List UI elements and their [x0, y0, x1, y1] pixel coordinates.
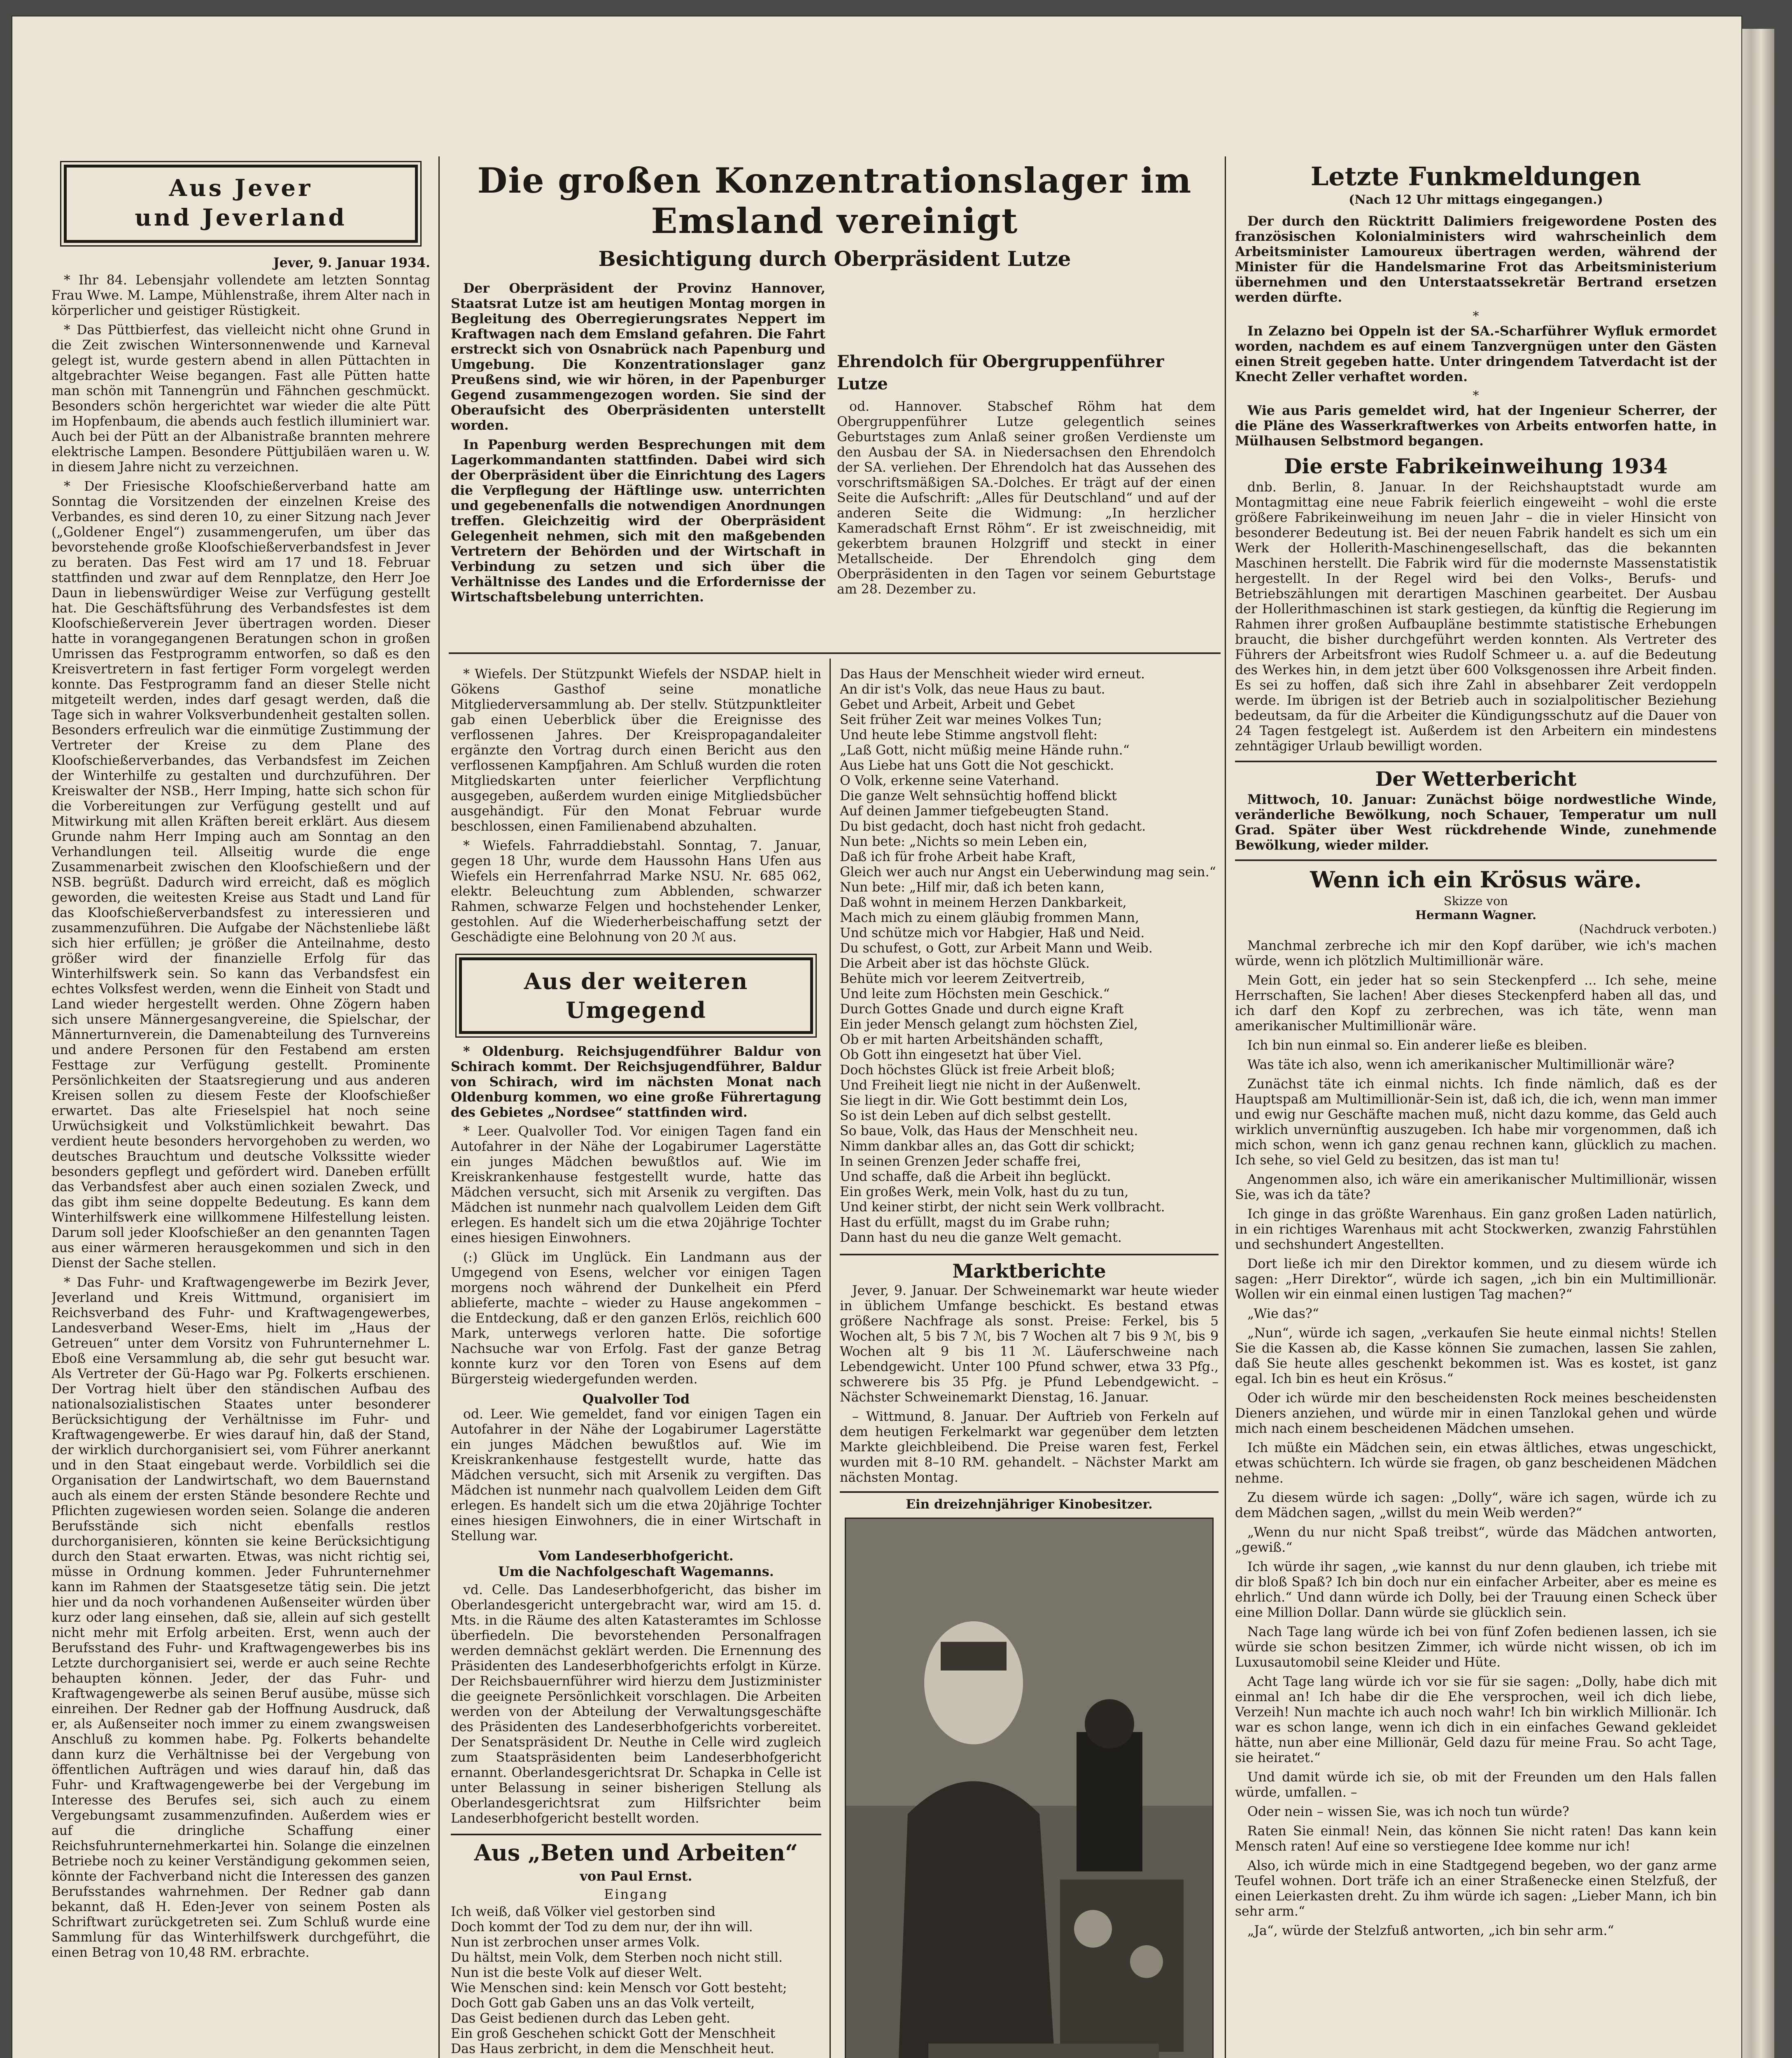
- poem-line: Und schütze mich vor Habgier, Haß und Neid.: [840, 926, 1145, 941]
- poem-line: Gebet und Arbeit, Arbeit und Gebet: [840, 697, 1075, 712]
- article-paragraph: * Das Püttbierfest, das vielleicht nicht ohne Grund in die Zeit zwischen Wintersonnenwende und Karneval gelegt ist, wurde gestern abend in allen Püttachten in altgebrachter Weise begangen. Fast alle Pütten hatte man schön mit Tannengrün und Fähnchen geschmückt. Besonders schön hergerichtet war wieder die alte Pütt im Hopfenbaum, die abends auch festlich illuminiert war. Auch bei der Pütt an der Albanistraße brannten mehrere elektrische Lampen. Besondere Püttjubiläen waren u. W. in diesem Jahre nicht zu verzeichnen.: [51, 323, 430, 475]
- subhead: Vom Landeserbhofgericht.: [538, 1548, 734, 1564]
- kroesus-byline: Skizze von: [1443, 894, 1508, 908]
- divider: [840, 1254, 1219, 1255]
- kroesus-paragraph: Acht Tage lang würde ich vor sie für sie sagen: „Dolly, habe dich mit einmal an! Ich habe dir die Ehe versprochen, weil ich dich liebe, Verzeih! Nun machte ich auch noch wahr! Ich bin wirklich Millionär. Ich war es schon lange, wenn ich dich in ein einfaches Gewand gekleidet hätte, nun aber eine Millionär, Geld dazu für meine Frau. So acht Tage, sie heiratet.“: [1235, 1674, 1717, 1765]
- subhead: Um die Nachfolgeschaft Wagemanns.: [498, 1564, 774, 1579]
- poem-line: Daß ich für frohe Arbeit habe Kraft,: [840, 850, 1076, 864]
- poem-line: O Volk, erkenne seine Vaterhand.: [840, 773, 1059, 788]
- poem-line: Und schaffe, daß die Arbeit ihn beglückt.: [840, 1169, 1111, 1184]
- kroesus-paragraph: Zu diesem würde ich sagen: „Dolly“, wäre ich sagen, würde ich zu dem Mädchen sagen, „willst du mein Weib werden?“: [1235, 1490, 1717, 1520]
- kroesus-paragraph: „Nun“, würde ich sagen, „verkaufen Sie heute einmal nichts! Stellen Sie die Kassen ab, die Kasse können Sie zumachen, lassen Sie zahlen, daß Sie heute alles geschenkt bekommen ist. Was es kostet, ist ganz egal. Ich bin es heut ein Krösus.“: [1235, 1326, 1717, 1386]
- divider: [840, 1491, 1219, 1493]
- article-paragraph: vd. Celle. Das Landeserbhofgericht, das bisher im Oberlandesgericht untergebracht war, wird am 15. d. Mts. in die Räume des alten Katasteramtes im Schlosse überfiedeln. Die bevorstehenden Personalfragen werden demnächst geklärt werden. Die Ernennung des Präsidenten des Landeserbhofgerichts erfolgt in Kürze. Der Reichsbauernführer wird hierzu dem Justizminister die geeignete Persönlichkeit vorschlagen. Die Arbeiten werden von der Abteilung der Verwaltungsgeschäfte des Präsidenten des Landeserbhofgerichts vorbereitet. Der Senatspräsident Dr. Neuthe in Celle wird zugleich zum Staatspräsidenten beim Landeserbhofgericht ernannt. Oberlandesgerichtsrat Dr. Schapka in Celle ist unter Belassung in seiner bisherigen Stellung als Oberlandesgerichtsrat zum Hilfsrichter beim Landeserbhofgericht bestellt worden.: [451, 1583, 821, 1826]
- poem-line: Wie Menschen sind: kein Mensch vor Gott besteht;: [451, 1981, 787, 1995]
- poem-line: An dir ist's Volk, das neue Haus zu baut.: [840, 682, 1105, 697]
- lead-column: [451, 281, 825, 609]
- poem-lines: [451, 1904, 821, 2057]
- article-paragraph: * Das Fuhr- und Kraftwagengewerbe im Bezirk Jever, Jeverland und Kreis Wittmund, organisiert im Reichsverband des Fuhr- und Kraftwagengewerbes, Landesverband Weser-Ems, hielt im „Haus der Getreuen“ unter dem Vorsitz von Fuhrunternehmer L. Eboß eine Versammlung ab, die sehr gut besucht war. Als Vertreter der Gü-Hago war Pg. Folkerts erschienen. Der Vortrag hielt über den ständischen Aufbau des nationalsozialistischen Staates unter besonderer Berücksichtigung der Verhältnisse im Fuhr- und Kraftwagengewerbe. Er wies darauf hin, daß der Stand, der wirklich durchorganisiert sei, vom Führer anerkannt und in den Staat eingebaut werde. Vorbildlich sei die Organisation der Landwirtschaft, wo dem Bauernstand auch als einem der ersten Stände besondere Rechte und Pflichten zugewiesen worden seien. Solange die anderen Berufsstände sich nicht ebenfalls restlos durchorganisieren, könnten sie keine Berücksichtigung durch den Staat erwarten. Etwas, was nicht richtig sei, müsse in Ordnung kommen. Jeder Fuhrunternehmer kann im Rahmen der Staatsgesetze tätig sein. Die jetzt hier und da noch vorhandenen Außenseiter würden über kurz oder lang einsehen, daß sie, allein auf sich gestellt nicht mehr mit Erfolg arbeiten. Erst, wenn auch der Berufsstand des Fuhr- und Kraftwagengewerbes bis ins Letzte durchorganisiert sei, werde er auch seine Rechte behaupten können. Jeder, der das Fuhr- und Kraftwagengewerbe als seinen Beruf ausübe, müsse sich einreihen. Der Redner gab der Hoffnung Ausdruck, daß er, als Außenseiter noch immer zu einem zwangsweisen Anschluß zu kommen habe. Pg. Folkerts behandelte dann kurz die Verhältnisse bei der Vergebung von öffentlichen Aufträgen und wies darauf hin, daß das Fuhr- und Kraftwagengewerbe bei der Vergebung im Interesse des Berufes sei, sich auch zu einem Vergebungsamt zusammenzufinden. Außerdem wies er auf die dringliche Schaffung einer Reichsfuhrunternehmerkartei hin. Solange die einzelnen Betriebe noch zu keiner Verständigung gekommen seien, könnte der Fachverband nicht die Interessen des ganzen Berufsstandes wahrnehmen. Der Redner gab dann bekannt, daß H. Eden-Jever von seinem Posten als Schriftwart zurückgetreten sei. Zum Schluß wurde eine Sammlung für das Winterhilfswerk durchgeführt, die einen Betrag von 10,48 RM. erbrachte.: [51, 1275, 430, 1960]
- poem-line: Daß wohnt in meinem Herzen Dankbarkeit,: [840, 895, 1127, 910]
- kroesus-paragraph: Oder nein – wissen Sie, was ich noch tun würde?: [1247, 1804, 1569, 1819]
- divider: [451, 1834, 821, 1835]
- poem-line: Ein groß Geschehen schickt Gott der Menschheit: [451, 2026, 776, 2041]
- funk-item: Der durch den Rücktritt Dalimiers freigewordene Posten des französischen Kolonialministers wird wahrscheinlich dem Arbeitsminister Lamoureux übertragen werden, während der Minister für die Handelsmarine Frot das Arbeitsministerium übernehmen und den Unterstaatssekretär Bertrand ersetzen werden dürfte.: [1235, 214, 1717, 305]
- kroesus-paragraph: Dort ließe ich mir den Direktor kommen, und zu diesem würde ich sagen: „Herr Direktor“, würde ich sagen, „ich bin ein Multimillionär. Wollen wir ein einmal einen lustigen Tag machen?“: [1235, 1257, 1717, 1302]
- column-jever: [51, 161, 430, 2058]
- section-rule: [449, 652, 1221, 654]
- newspaper-page: [12, 16, 1741, 2058]
- poem-line: So ist dein Leben auf dich selbst gestellt.: [840, 1108, 1112, 1123]
- poem-line: Und keiner stirbt, der nicht sein Werk vollbracht.: [840, 1200, 1165, 1215]
- poem-line: Sie liegt in dir. Wie Gott bestimmt dein Los,: [840, 1093, 1128, 1108]
- book-page-edge: [1741, 29, 1774, 2058]
- masthead-line: Aus Jever: [169, 175, 313, 202]
- poem-line: Das Geist bedienen durch das Leben geht.: [451, 2011, 730, 2026]
- poem-line: Du schufest, o Gott, zur Arbeit Mann und Weib.: [840, 941, 1153, 956]
- poem-line: Das Haus der Menschheit wieder wird erneut.: [840, 667, 1145, 682]
- kroesus-paragraph: Mein Gott, ein jeder hat so sein Steckenpferd ... Ich sehe, meine Herrschaften, Sie lachen! Aber dieses Steckenpferd haben all das, und ich darf den Kopf zu zerbrechen, was ich täte, wenn man amerikanischer Multimillionär wäre.: [1235, 973, 1717, 1034]
- column-rule: [830, 659, 831, 2058]
- market-paragraph: – Wittmund, 8. Januar. Der Auftrieb von Ferkeln auf dem heutigen Ferkelmarkt war gegenüber dem letzten Markte gleichbleibend. Die Preise waren fest, Ferkel wurden mit 8–10 RM. gehandelt. – Nächster Markt am nächsten Montag.: [840, 1409, 1219, 1485]
- funk-title: Letzte Funkmeldungen: [1310, 161, 1641, 191]
- market-title: Marktberichte: [952, 1260, 1106, 1282]
- poem-line: Und leite zum Höchsten mein Geschick.“: [840, 987, 1110, 1001]
- column-funk: [1235, 161, 1717, 2058]
- kroesus-paragraph: Oder ich würde mir den bescheidensten Rock meines bescheidensten Dieners anziehen, und würde mir in einen Tanzlokal gehen und würde mich nach einem bescheidenen Mädchen umsehen.: [1235, 1391, 1717, 1436]
- poem-continuation: [840, 667, 1219, 1246]
- fabrik-title: Die erste Fabrikeinweihung 1934: [1284, 454, 1668, 478]
- ehrendolch-text: od. Hannover. Stabschef Röhm hat dem Obergruppenführer Lutze gelegentlich seines Geburtstages zum Anlaß seiner großen Verdienste um den Ausbau der SA. in Niedersachsen den Ehrendolch der SA. verliehen. Der Ehrendolch hat das Aussehen des vorschriftsmäßigen SA.-Dolches. Er trägt auf der einen Seite die Aufschrift: „Alles für Deutschland“ und auf der anderen Seite die Widmung: „In herzlicher Kameradschaft Ernst Röhm“. Er ist zweischneidig, mit gekerbtem braunen Holzgriff und steckt in einer Metallscheide. Der Ehrendolch ging dem Oberpräsidenten in den Tagen vor seinem Geburtstage am 28. Dezember zu.: [837, 399, 1216, 597]
- kroesus-paragraph: Ich würde ihr sagen, „wie kannst du nur denn glauben, ich triebe mit dir bloß Spaß? Ich bin doch nur ein einfacher Arbeiter, aber es meine es ehrlich.“ Und dann würde ich Dolly, bei der Trauung einen Scheck über eine Million Dollar. Dann würde sie glücklich sein.: [1235, 1560, 1717, 1620]
- kroesus-paragraph: „Wenn du nur nicht Spaß treibst“, würde das Mädchen antworten, „gewiß.“: [1235, 1525, 1717, 1555]
- kroesus-paragraph: Und damit würde ich sie, ob mit der Freunden um den Hals fallen würde, umfallen. –: [1235, 1770, 1717, 1800]
- funk-subtitle: (Nach 12 Uhr mittags eingegangen.): [1349, 193, 1603, 207]
- poem-title: Aus „Beten und Arbeiten“: [474, 1839, 798, 1866]
- photo-area: [845, 1518, 1214, 2058]
- poem-line: Seit früher Zeit war meines Volkes Tun;: [840, 712, 1102, 727]
- kroesus-paragraph: Zunächst täte ich einmal nichts. Ich finde nämlich, daß es der Hauptspaß am Multimillionär-Sein ist, daß ich, die ich, wenn man immer und ewig nur Geschäfte machen muß, nicht dazu komme, das Geld auch wirklich unvernünftig auszugeben. Ich habe mir vorgenommen, daß ich mich schon, wenn ich ganz genau rechnen kann, glücklich zu machen. Ich sehe, so viel Geld zu besitzen, das ist man tu!: [1235, 1077, 1717, 1168]
- poem-line: Auf deinen Jammer tiefgebeugten Stand.: [840, 804, 1109, 819]
- column-rule: [1225, 156, 1226, 2058]
- asterisk-separator: *: [1473, 389, 1479, 403]
- poem-line: So baue, Volk, das Haus der Menschheit neu.: [840, 1124, 1138, 1138]
- funk-item: In Zelazno bei Oppeln ist der SA.-Scharführer Wyfluk ermordet worden, nachdem es auf einem Tanzvergnügen unter den Gästen einen Streit gegeben hatte. Unter dringendem Tatverdacht ist der Knecht Zeller verhaftet worden.: [1235, 324, 1717, 384]
- kroesus-paragraph: Also, ich würde mich in eine Stadtgegend begeben, wo der ganz arme Teufel wohnen. Dort träfe ich an einer Straßenecke einen Stelzfuß, der einen Leierkasten dreht. Zu ihm würde ich sagen: „Lieber Mann, ich bin sehr arm.“: [1235, 1858, 1717, 1919]
- kroesus-paragraph: Raten Sie einmal! Nein, das können Sie nicht raten! Das kann kein Mensch raten! Auf eine so verstiegene Idee komme nur ich!: [1235, 1824, 1717, 1854]
- photo-illustration: [846, 1519, 1212, 2058]
- poem-line: Nun bete: „Nichts so mein Leben ein,: [840, 834, 1088, 849]
- poem-line: Nun bete: „Hilf mir, daß ich beten kann,: [840, 880, 1105, 895]
- poem-line: Nun ist die beste Volk auf dieser Welt.: [451, 1965, 702, 1980]
- article-paragraph: * Wiefels. Fahrraddiebstahl. Sonntag, 7. Januar, gegen 18 Uhr, wurde dem Haussohn Hans Ufen aus Wiefels ein Herrenfahrrad Marke NSU. Nr. 685 062, elektr. Beleuchtung zum Abblenden, schwarzer Rahmen, schwarze Felgen und hochstehender Lenker, gestohlen. Auf die Wiederherbeischaffung setzt der Geschädigte eine Belohnung von 20 ℳ aus.: [451, 838, 821, 945]
- photo-boy-projector: [845, 1518, 1214, 2058]
- lead-paragraph: Der Oberpräsident der Provinz Hannover, Staatsrat Lutze ist am heutigen Montag morgen in Begleitung des Oberregierungsrates Neppert im Kraftwagen nach dem Emsland gefahren. Die Fahrt erstreckt sich von Osnabrück nach Papenburg und Umgebung. Die Konzentrationslager ganz Preußens sind, wie wir hören, in der Papenburger Gegend zusammengezogen worden. Sie sind der Oberaufsicht des Oberpräsidenten unterstellt worden.: [451, 281, 825, 433]
- poem-line: Mach mich zu einem gläubig frommen Mann,: [840, 910, 1139, 925]
- column-umgegend: [451, 667, 821, 2058]
- article-paragraph: * Wiefels. Der Stützpunkt Wiefels der NSDAP. hielt in Gökens Gasthof seine monatliche Mitgliederversammlung ab. Der stellv. Stützpunktleiter gab einen Ueberblick über die Ereignisse des verflossenen Jahres. Der Kreispropagandaleiter ergänzte den Vortrag durch einen Bericht aus den verflossenen Kampfjahren. Am Schluß wurden die roten Mitgliedskarten unter feierlicher Verpflichtung ausgegeben, außerdem wurden einige Mitgliedsbücher ausgehändigt. Für den Monat Februar wurde beschlossen, einen Familienabend abzuhalten.: [451, 667, 821, 834]
- kroesus-paragraph: Angenommen also, ich wäre ein amerikanischer Multimillionär, wissen Sie, was ich da täte?: [1235, 1172, 1717, 1202]
- masthead-line: und Jeverland: [135, 204, 347, 231]
- article-paragraph: * Der Friesische Kloofschießerverband hatte am Sonntag die Vorsitzenden der einzelnen Kreise des Verbandes, es sind deren 10, zu einer Sitzung nach Jever („Goldener Engel“) zusammengerufen, um über das bevorstehende große Kloofschießerverbandsfest in Jever zu beraten. Das Fest wird am 17 und 18. Februar stattfinden und zwar auf dem Rennplatze, den Herr Joe Daun in liebenswürdiger Weise zur Verfügung gestellt hat. Die Geschäftsführung des Verbandsfestes ist dem Kloofschießerverein Jever übertragen worden. Dieser hatte in vorangegangenen Beratungen schon in großen Umrissen das Festprogramm entworfen, so daß es den Kreisvertretern in fast fertiger Form vorgelegt werden konnte. Das Festprogramm fand an dieser Stelle nicht mitgeteilt werden, indes darf gesagt werden, daß die Tage sich in wahrer Volksverbundenheit gestalten sollen. Besonders erfreulich war die einmütige Zustimmung der Vertreter der Kreise zu dem Plane des Kloofschießerverbandes, das Verbandsfest im Zeichen der Winterhilfe zu gestalten und durchzuführen. Der Kreiswalter der NSB., Herr Imping, hatte sich schon für die Vorbereitungen zur Verfügung gestellt und auf Mitwirkung mit allen Kräften bereit erklärt. Aus diesem Grunde nahm Herr Imping auch am Sonntag an den Verhandlungen teil. Allseitig wurde die enge Zusammenarbeit zwischen den Kloofschießern und der NSB. begrüßt. Dadurch wird erreicht, daß es möglich geworden, die weitesten Kreise aus Stadt und Land für das Kloofschießerverbandsfest zu interessieren und zusammenzuführen. Die Aufgabe der Nächstenliebe läßt sich hier erfüllen; je größer die Anteilnahme, desto größer wird der finanzielle Erfolg für das Winterhilfswerk sein. So kann das Verbandsfest ein echtes Volksfest werden, wenn die Einheit von Stadt und Land wieder hergestellt werden. Ohne Zögern haben sich unsere Männergesangvereine, die Spielschar, der Männerturnverein, die Damenabteilung des Turnvereins und andere Personen für den Festabend am ersten Festtage zur Verfügung gestellt. Prominente Persönlichkeiten der Staatsregierung und aus anderen Kreisen sollen zu diesem Feste der Kloofschießer erwartet. Das alte Frieselspiel hat noch seine Urwüchsigkeit und Volkstümlichkeit bewahrt. Das verdient heute besonders hervorgehoben zu werden, wo deutsches Brauchtum und deutsche Volkssitte wieder besonders gepflegt und gefördert wird. Daneben erfüllt das Verbandsfest aber auch einen sozialen Zweck, und das gibt ihm seine doppelte Bedeutung. Es kann dem Winterhilfswerk eine willkommene Hilfestellung leisten. Darum soll jeder Kloofschießer an den genannten Tagen aus einer wärmeren herausgekommen und sich in den Dienst der Sache stellen.: [51, 479, 430, 1271]
- poem-line: Die Arbeit aber ist das höchste Glück.: [840, 956, 1090, 971]
- poem-line: „Laß Gott, nicht müßig meine Hände ruhn.“: [840, 743, 1130, 758]
- poem-line: In seinen Grenzen Jeder schaffe frei,: [840, 1154, 1081, 1169]
- kroesus-paragraph: „Ja“, würde der Stelzfuß antworten, „ich bin sehr arm.“: [1247, 1923, 1614, 1938]
- poem-line: Das Haus zerbricht, in dem die Menschheit heut.: [451, 2042, 774, 2056]
- umgegend-line: Umgegend: [566, 997, 706, 1023]
- poem-line: Ob Gott ihn eingesetzt hat über Viel.: [840, 1048, 1082, 1062]
- poem-line: Doch Gott gab Gaben uns an das Volk verteilt,: [451, 1996, 755, 2011]
- poem-line: Doch höchstes Glück ist freie Arbeit bloß;: [840, 1063, 1115, 1078]
- poem-line: Durch Gottes Gnade und durch eigne Kraft: [840, 1002, 1124, 1017]
- kroesus-paragraph: Nach Tage lang würde ich bei von fünf Zofen bedienen lassen, ich sie würde sie schon besitzen Zimmer, ich würde nicht wissen, ob ich im Luxusautomobil seine Kleider und Hüte.: [1235, 1625, 1717, 1670]
- poem-line: Ob er mit harten Arbeitshänden schafft,: [840, 1032, 1103, 1047]
- headline-article: [451, 161, 1219, 650]
- umgegend-line: Aus der weiteren: [524, 968, 748, 994]
- kroesus-paragraph: Was täte ich also, wenn ich amerikanischer Multimillionär wäre?: [1247, 1057, 1674, 1072]
- poem-line: Und heute lebe Stimme angstvoll fleht:: [840, 728, 1098, 743]
- photo-title: Ein dreizehnjähriger Kinobesitzer.: [906, 1497, 1153, 1512]
- kroesus-paragraph: Ich bin nun einmal so. Ein anderer ließe es bleiben.: [1247, 1038, 1587, 1053]
- article-paragraph: od. Leer. Wie gemeldet, fand vor einigen Tagen ein Autofahrer in der Nähe der Logabirumer Lagerstätte ein junges Mädchen bewußtlos auf. Wie im Kreiskrankenhause festgestellt wurde, hatte das Mädchen versucht, sich mit Arsenik zu vergiften. Das Mädchen ist nunmehr nach qualvollem Leiden dem Gift erlegen. Es handelt sich um die etwa 20jährige Tochter eines hiesigen Einwohners, die in einer Wirtschaft in Stellung war.: [451, 1407, 821, 1544]
- ehrendolch-column: [837, 281, 1216, 609]
- subhead: Qualvoller Tod: [582, 1391, 690, 1407]
- column-rule: [438, 156, 440, 2058]
- divider: [1235, 859, 1717, 861]
- kroesus-paragraph: Ich müßte ein Mädchen sein, ein etwas ältliches, etwas ungeschickt, etwas schüchtern. Ich würde sie fragen, ob ganz bescheidenen Mädchen nehme.: [1235, 1441, 1717, 1486]
- poem-line: Und Freiheit liegt nie nicht in der Außenwelt.: [840, 1078, 1141, 1093]
- dateline: Jever, 9. Januar 1934.: [273, 255, 430, 270]
- poem-section: Eingang: [604, 1886, 668, 1902]
- kroesus-note: (Nachdruck verboten.): [1579, 922, 1717, 936]
- poem-line: Nimm dankbar alles an, das Gott dir schickt;: [840, 1139, 1135, 1154]
- divider: [1235, 761, 1717, 762]
- wetter-title: Der Wetterbericht: [1375, 768, 1577, 791]
- poem-author: von Paul Ernst.: [580, 1868, 692, 1884]
- article-paragraph: (:) Glück im Unglück. Ein Landmann aus der Umgegend von Esens, welcher vor einigen Tagen morgens noch während der Dunkelheit ein Pferd ablieferte, machte – wieder zu Hause angekommen – die Entdeckung, daß er den ganzen Erlös, reichlich 600 Mark, unterwegs verloren hatte. Die sofortige Nachsuche war von Erfolg. Fast der ganze Betrag konnte kurz vor den Toren von Esens auf dem Bürgersteig wiedergefunden werden.: [451, 1250, 821, 1387]
- lead-paragraph: In Papenburg werden Besprechungen mit dem Lagerkommandanten stattfinden. Dabei wird sich der Oberpräsident über die Einrichtung des Lagers die Verpflegung der Häftlinge usw. unterrichten und gegebenenfalls die notwendigen Anordnungen treffen. Gleichzeitig wird der Oberpräsident Gelegenheit nehmen, sich mit den maßgebenden Vertretern der Behörden und der Wirtschaft in Verbindung zu setzen und sich über die Verhältnisse des Landes und die Erfordernisse der Wirtschaftsbelebung unterrichten.: [451, 437, 825, 605]
- poem-line: Behüte mich vor leerem Zeitvertreib,: [840, 971, 1085, 986]
- fabrik-text: dnb. Berlin, 8. Januar. In der Reichshauptstadt wurde am Montagmittag eine neue Fabrik feierlich eingeweiht – wohl die erste größere Fabrikeinweihung im neuen Jahr – die in vieler Hinsicht von besonderer Bedeutung ist. Bei der neuen Fabrik handelt es sich um ein Werk der Hollerith-Maschinengesellschaft, das die bekannten Maschinen herstellt. Die Fabrik wird für die modernste Massenstatistik hergestellt. In der Regel wird bei den Volks-, Berufs- und Betriebszählungen mit derartigen Maschinen gearbeitet. Der Ausbau der Hollerithmaschinen ist stark gestiegen, da künftig die Regierung im Rahmen ihrer großen Aufbaupläne bestimmte statistische Erhebungen braucht, die bisher durchgeführt werden konnten. Als Vertreter des Führers der Arbeitsfront wies Rudolf Schmeer u. a. auf die Bedeutung des Werkes hin, in dem jetzt über 600 Volksgenossen ihre Arbeit finden. Es sei zu hoffen, daß sich ihre Zahl in absehbarer Zeit verdoppeln werde. Im übrigen ist der Betrieb auch in sozialpolitischer Beziehung bedeutsam, da für die Arbeiter die Kündigungsschutz auf die Dauer von 24 Tagen festgelegt ist. Außerdem ist den Arbeitern ein mindestens zehntägiger Urlaub bewilligt worden.: [1235, 480, 1717, 754]
- wetter-text: Mittwoch, 10. Januar: Zunächst böige nordwestliche Winde, veränderliche Bewölkung, noch Schauer, Temperatur um null Grad. Später über West rückdrehende Winde, zunehmende Bewölkung, wieder milder.: [1235, 792, 1717, 853]
- kroesus-paragraph: Manchmal zerbreche ich mir den Kopf darüber, wie ich's machen würde, wenn ich plötzlich Multimillionär wäre.: [1235, 938, 1717, 968]
- poem-line: Aus Liebe hat uns Gott die Not geschickt.: [840, 758, 1114, 773]
- funk-item: Wie aus Paris gemeldet wird, hat der Ingenieur Scherrer, der die Pläne des Wasserkraftwerkes von Arbeits entworfen hatte, in Mülhausen Selbstmord begangen.: [1235, 403, 1717, 449]
- poem-line: Hast du erfüllt, magst du im Grabe ruhn;: [840, 1215, 1110, 1230]
- poem-line: Nun ist zerbrochen unser armes Volk.: [451, 1935, 700, 1950]
- sub-headline: Besichtigung durch Oberpräsident Lutze: [598, 247, 1071, 271]
- masthead-box: [64, 165, 418, 243]
- article-paragraph: * Oldenburg. Reichsjugendführer Baldur von Schirach kommt. Der Reichsjugendführer, Baldur von Schirach, wird im nächsten Monat nach Oldenburg kommen, wo eine große Führertagung des Gebietes „Nordsee“ stattfinden wird.: [451, 1044, 821, 1120]
- kroesus-paragraph: Ich ginge in das größte Warenhaus. Ein ganz großen Laden natürlich, in ein richtiges Warenhaus mit acht Stockwerken, zwanzig Fahrstühlen und sechshundert Angestellten.: [1235, 1207, 1717, 1252]
- poem-line: Ein jeder Mensch gelangt zum höchsten Ziel,: [840, 1017, 1138, 1032]
- ehrendolch-title: Ehrendolch für Obergruppenführer Lutze: [837, 352, 1164, 393]
- poem-line: Ich weiß, daß Völker viel gestorben sind: [451, 1904, 715, 1919]
- article-paragraph: * Leer. Qualvoller Tod. Vor einigen Tagen fand ein Autofahrer in der Nähe der Logabirumer Lagerstätte ein junges Mädchen bewußtlos auf. Wie im Kreiskrankenhause festgestellt wurde, hatte das Mädchen versucht, sich mit Arsenik zu vergiften. Das Mädchen ist nunmehr nach qualvollem Leiden dem Gift erlegen. Es handelt sich um die etwa 20jährige Tochter eines hiesigen Einwohners.: [451, 1124, 821, 1246]
- kroesus-paragraph: „Wie das?“: [1247, 1306, 1319, 1321]
- column-poem-market: [840, 667, 1219, 2058]
- poem-line: Ein großes Werk, mein Volk, hast du zu tun,: [840, 1185, 1129, 1199]
- poem-line: Dann hast du neu die ganze Welt gemacht.: [840, 1230, 1122, 1245]
- article-paragraph: * Ihr 84. Lebensjahr vollendete am letzten Sonntag Frau Wwe. M. Lampe, Mühlenstraße, ihrem Alter nach in körperlicher und geistiger Rüstigkeit.: [51, 273, 430, 318]
- main-headline: Die großen Konzentrationslager im Emsland vereinigt: [477, 161, 1192, 241]
- poem-line: Die ganze Welt sehnsüchtig hoffend blickt: [840, 789, 1117, 803]
- market-paragraph: Jever, 9. Januar. Der Schweinemarkt war heute wieder in üblichem Umfange beschickt. Es bestand etwas größere Nachfrage als sonst. Preise: Ferkel, bis 5 Wochen alt, 5 bis 7 ℳ, bis 7 Wochen alt 7 bis 9 ℳ, bis 9 Wochen alt 9 bis 11 ℳ. Läuferschweine nach Lebendgewicht. Unter 100 Pfund schwer, etwa 33 Pfg., schwerere bis 35 Pfg. je Pfund Lebendgewicht. – Nächster Schweinemarkt Dienstag, 16. Januar.: [840, 1283, 1219, 1405]
- umgegend-box: [459, 957, 813, 1034]
- poem-line: Du bist gedacht, doch hast nicht froh gedacht.: [840, 819, 1146, 834]
- kroesus-title: Wenn ich ein Krösus wäre.: [1310, 866, 1642, 893]
- poem-line: Du hältst, mein Volk, dem Sterben noch nicht still.: [451, 1950, 783, 1965]
- asterisk-separator: *: [1473, 309, 1479, 324]
- kroesus-author: Hermann Wagner.: [1415, 908, 1537, 922]
- poem-line: Gleich wer auch nur Angst ein Ueberwindung mag sein.“: [840, 865, 1216, 880]
- poem-line: Doch kommt der Tod zu dem nur, der ihn will.: [451, 1920, 753, 1935]
